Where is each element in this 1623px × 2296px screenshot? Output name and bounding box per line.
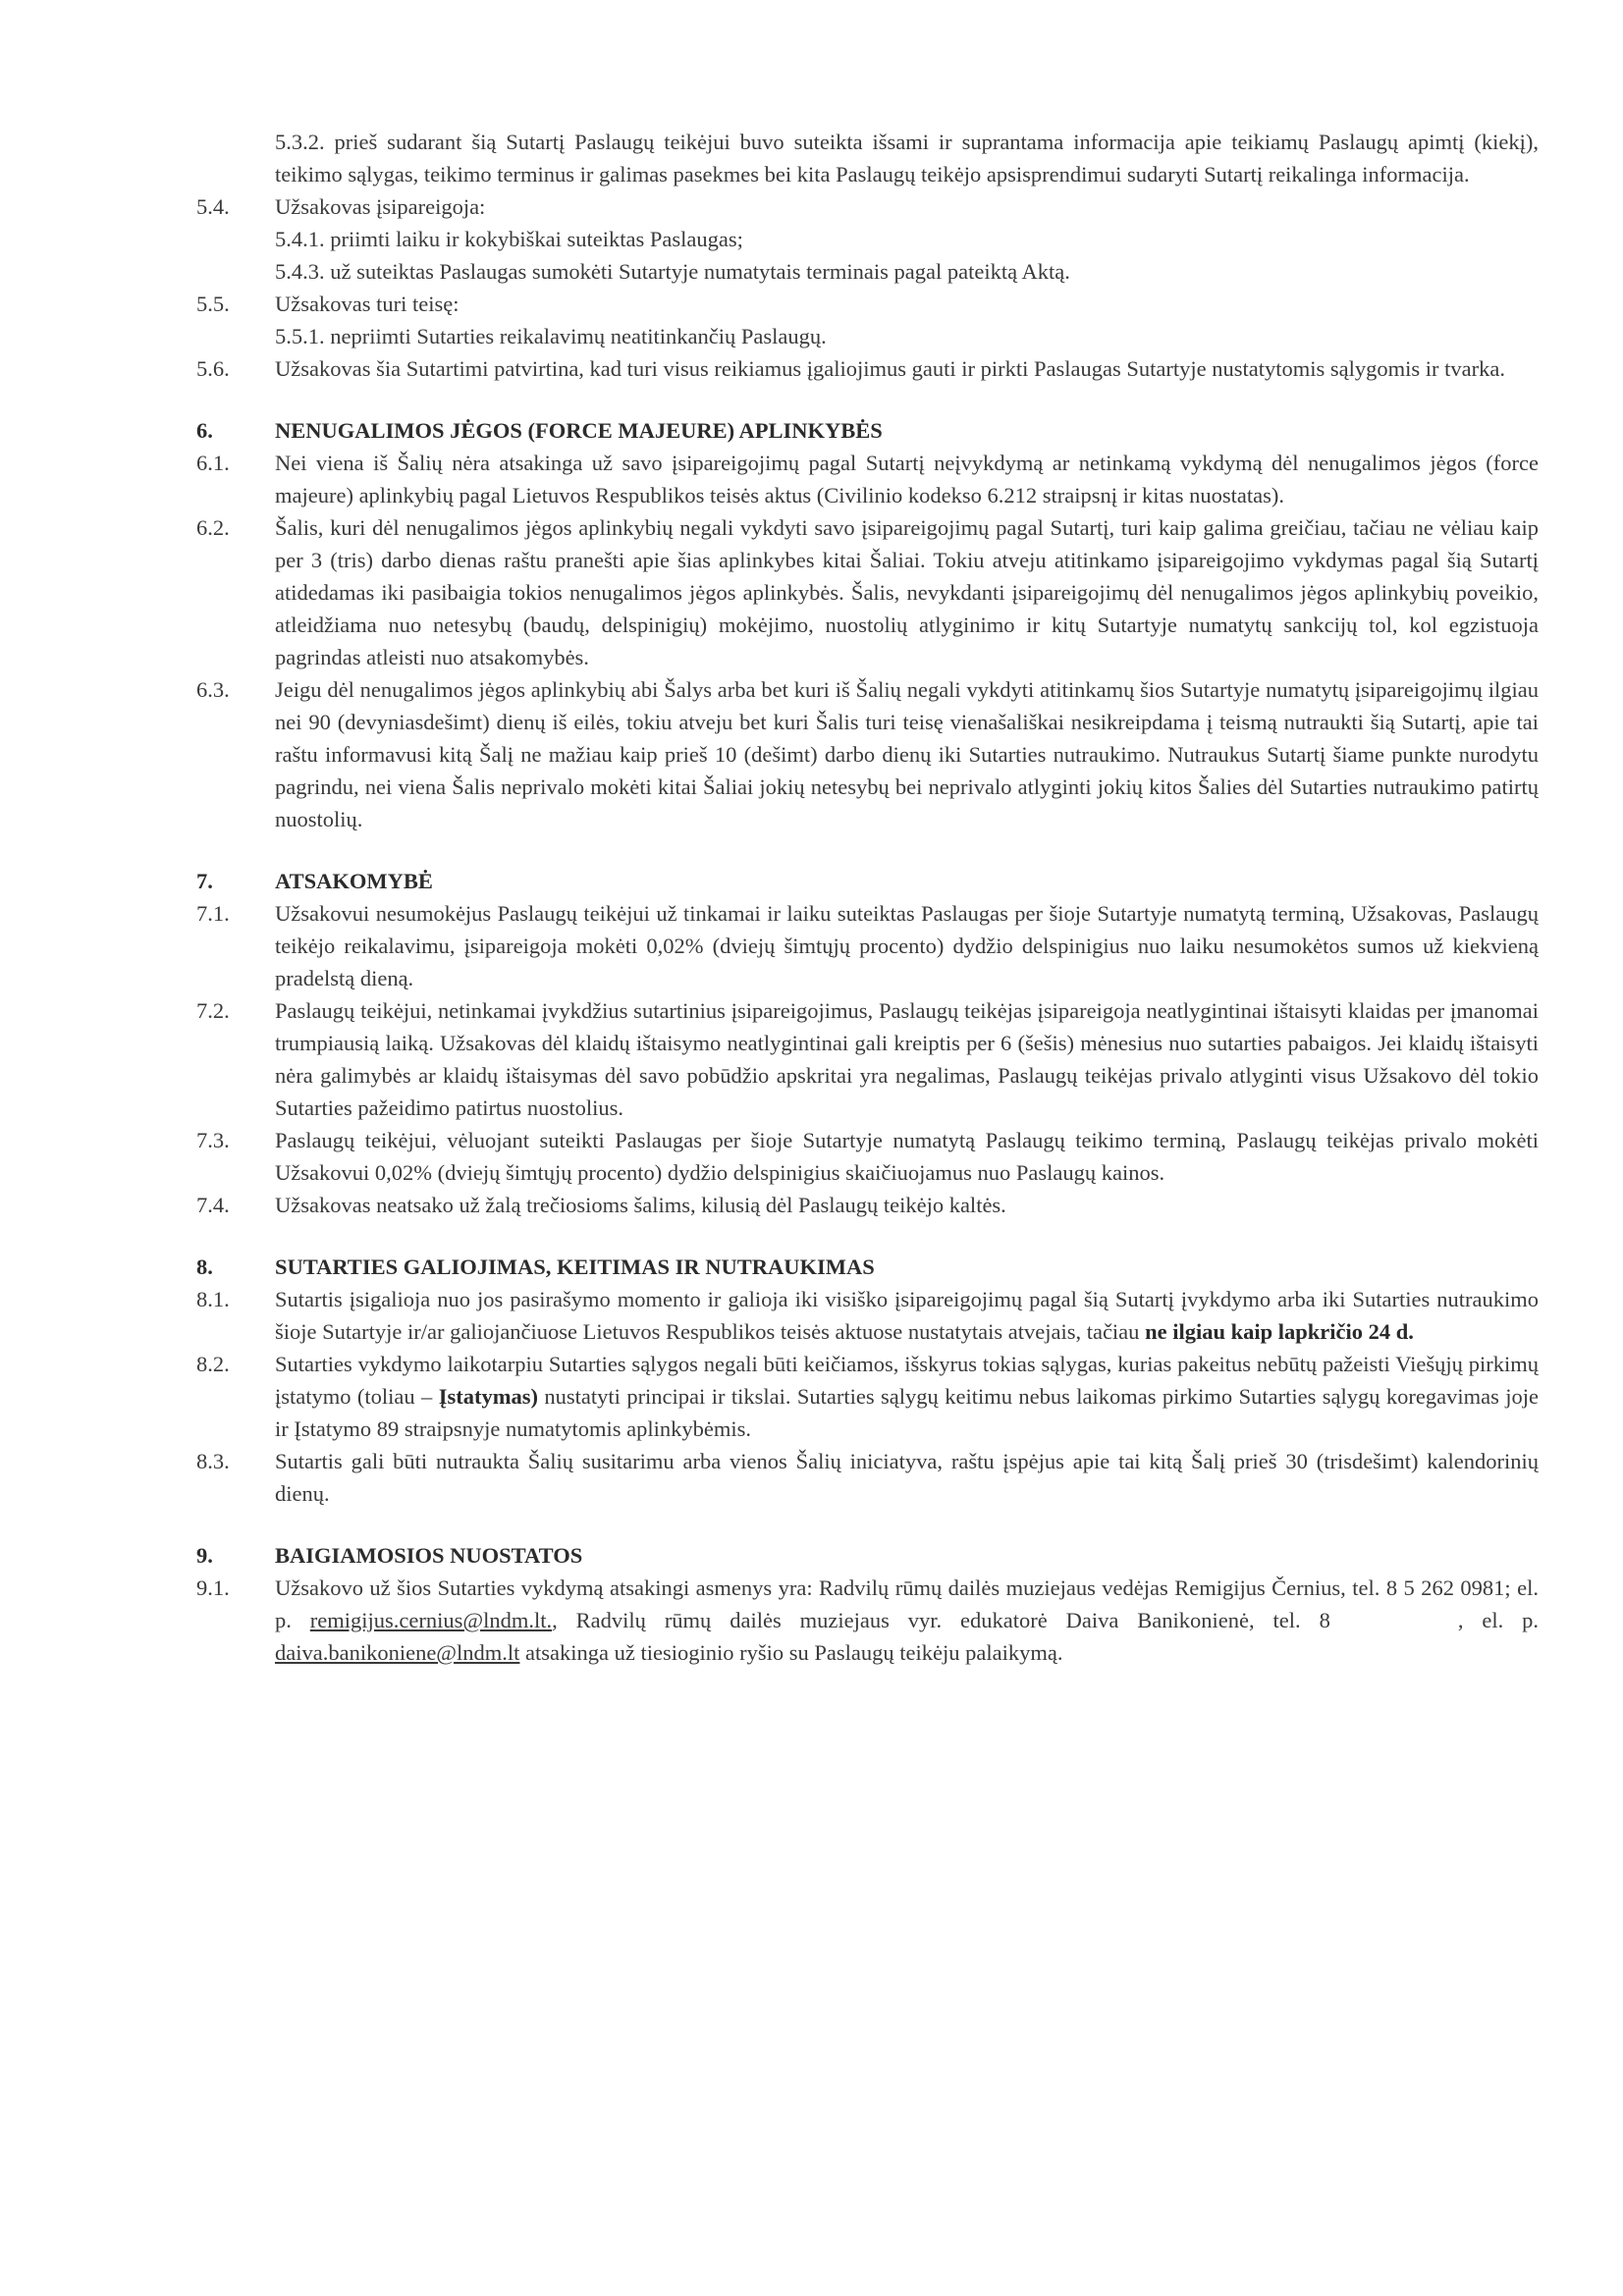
clause-7-1 <box>196 897 1539 994</box>
clause-6-2 <box>196 511 1539 673</box>
contract-end-date: ne ilgiau kaip lapkričio 24 d. <box>1145 1319 1414 1344</box>
clause-number: 8.1. <box>196 1287 230 1311</box>
clause-text: Paslaugų teikėjui, netinkamai įvykdžius sutartinius įsipareigojimus, Paslaugų teikėjas įsipareigoja neatlygintinai ištaisyti klaidas per įmanomai trumpiausią laiką. Užsakovas dėl klaidų ištaisymo neatlygintinai gali kreiptis per 6 (šešis) mėnesius nuo sutarties pabaigos. Jei klaidų ištaisyti nėra galimybės ar klaidų ištaisymas dėl savo pobūdžio apskritai yra negalimas, Paslaugų teikėjas privalo atlyginti visus Užsakovo dėl tokio Sutarties pažeidimo patirtus nuostolius. <box>275 998 1539 1120</box>
clause-number: 8.3. <box>196 1449 230 1473</box>
clause-6-1 <box>196 447 1539 511</box>
section-number: 8. <box>196 1255 213 1279</box>
clause-text <box>275 1572 1539 1669</box>
clause-text-part: Užsakovo už šios Sutarties vykdymą atsakingi asmenys yra: Radvilų rūmų dailės muziejaus vedėjas Remigijus Černius, tel. 8 5 262 0981; el. p. <box>275 1575 1539 1632</box>
clause-text: Užsakovas įsipareigoja: <box>275 194 486 219</box>
section-heading-9 <box>196 1539 1539 1572</box>
clause-text-part: Sutarties vykdymo laikotarpiu Sutarties sąlygos negali būti keičiamos, išskyrus tokias sąlygas, kurias pakeitus nebūtų pažeisti Viešųjų pirkimų įstatymo (toliau – <box>275 1352 1539 1409</box>
clause-text-part: nustatyti principai ir tikslai. Sutarties sąlygų keitimu nebus laikomas pirkimo Sutarties sąlygų koregavimas joje ir Įstatymo 89 straipsnyje numatytomis aplinkybėmis. <box>275 1384 1540 1441</box>
clause-text: Šalis, kuri dėl nenugalimos jėgos aplinkybių negali vykdyti savo įsipareigojimų pagal Sutartį, turi kaip galima greičiau, tačiau ne vėliau kaip per 3 (tris) darbo dienas raštu pranešti apie šias aplinkybes kitai Šaliai. Tokiu atveju atitinkamo įsipareigojimo vykdymas pagal šią Sutartį atidedamas iki pasibaigia tokios nenugalimos jėgos aplinkybės. Šalis, nevykdanti įsipareigojimų dėl nenugalimos jėgos aplinkybių poveikio, atleidžiama nuo netesybų (baudų, delspinigių) mokėjimo, nuostolių atlyginimo ir kitų Sutartyje numatytų sankcijų tol, kol egzistuoja pagrindas atleisti nuo atsakomybės. <box>275 515 1539 669</box>
clause-number: 9.1. <box>196 1575 230 1600</box>
clause-text-part: , Radvilų rūmų dailės muziejaus vyr. edukatorė Daiva Banikonienė, tel. 8 <box>552 1608 1330 1632</box>
clause-5-5-1: 5.5.1. nepriimti Sutarties reikalavimų neatitinkančių Paslaugų. <box>275 324 827 348</box>
clause-number: 6.2. <box>196 515 230 540</box>
clause-text <box>275 1283 1539 1348</box>
clause-8-2 <box>196 1348 1539 1445</box>
section-heading-8 <box>196 1251 1539 1283</box>
clause-text: Jeigu dėl nenugalimos jėgos aplinkybių abi Šalys arba bet kuri iš Šalių negali vykdyti atitinkamų šios Sutartyje numatytų įsipareigojimų ilgiau nei 90 (devyniasdešimt) dienų iš eilės, tokiu atveju bet kuri Šalis turi teisę vienašališkai nesikreipdama į teismą nutraukti šią Sutartį, apie tai raštu informavusi kitą Šalį ne mažiau kaip prieš 10 (dešimt) darbo dienų iki Sutarties nutraukimo. Nutraukus Sutartį šiame punkte nurodytu pagrindu, nei viena Šalis neprivalo mokėti kitai Šaliai jokių netesybų bei neprivalo atlyginti jokių kitos Šalies dėl Sutarties nutraukimo patirtų nuostolių. <box>275 677 1539 831</box>
clause-8-1 <box>196 1283 1539 1348</box>
clause-number: 7.3. <box>196 1128 230 1152</box>
clause-number: 6.3. <box>196 677 230 702</box>
section-number: 9. <box>196 1543 213 1568</box>
clause-text <box>275 1348 1539 1445</box>
clause-number: 5.4. <box>196 194 230 219</box>
clause-number: 5.6. <box>196 356 230 381</box>
section-title: SUTARTIES GALIOJIMAS, KEITIMAS IR NUTRAUKIMAS <box>275 1255 875 1279</box>
clause-number: 7.1. <box>196 901 230 926</box>
section-title: NENUGALIMOS JĖGOS (FORCE MAJEURE) APLINKYBĖS <box>275 418 883 443</box>
clause-5-3-2: 5.3.2. prieš sudarant šią Sutartį Paslaugų teikėjui buvo suteikta išsami ir suprantama informacija apie teikiamų Paslaugų apimtį (kiekį), teikimo sąlygas, teikimo terminus ir galimas pasekmes bei kita Paslaugų teikėjo apsisprendimui sudaryti Sutartį reikalinga informacija. <box>275 130 1539 187</box>
clause-text: Užsakovas šia Sutartimi patvirtina, kad turi visus reikiamus įgaliojimus gauti ir pirkti Paslaugas Sutartyje nustatytomis sąlygomis ir tvarka. <box>275 356 1505 381</box>
clause-number: 6.1. <box>196 451 230 475</box>
clause-7-2 <box>196 994 1539 1124</box>
clause-text: Sutartis gali būti nutraukta Šalių susitarimu arba vienos Šalių iniciatyva, raštu įspėjus apie tai kitą Šalį prieš 30 (trisdešimt) kalendorinių dienų. <box>275 1449 1539 1506</box>
clause-5-4-1: 5.4.1. priimti laiku ir kokybiškai suteiktas Paslaugas; <box>275 227 743 251</box>
clause-8-3 <box>196 1445 1539 1510</box>
section-heading-7 <box>196 865 1539 897</box>
section-title: ATSAKOMYBĖ <box>275 869 433 893</box>
section-number: 6. <box>196 418 213 443</box>
section-title: BAIGIAMOSIOS NUOSTATOS <box>275 1543 583 1568</box>
clause-5-6 <box>196 352 1539 385</box>
email-link-remigijus[interactable]: remigijus.cernius@lndm.lt. <box>309 1608 553 1632</box>
clause-number: 7.2. <box>196 998 230 1023</box>
section-heading-6 <box>196 414 1539 447</box>
clause-text: Paslaugų teikėjui, vėluojant suteikti Paslaugas per šioje Sutartyje numatytą Paslaugų teikimo terminą, Paslaugų teikėjas privalo mokėti Užsakovui 0,02% (dviejų šimtųjų procento) dydžio delspinigius skaičiuojamus nuo Paslaugų kainos. <box>275 1128 1539 1185</box>
clause-text-part: Sutartis įsigalioja nuo jos pasirašymo momento ir galioja iki visiško įsipareigojimų pagal šią Sutartį įvykdymo arba iki Sutarties nutraukimo šioje Sutartyje ir/ar galiojančiuose Lietuvos Respublikos teisės aktuose nustatytais atvejais, tačiau <box>275 1287 1539 1344</box>
clause-6-3 <box>196 673 1539 835</box>
clause-text: Nei viena iš Šalių nėra atsakinga už savo įsipareigojimų pagal Sutartį neįvykdymą ar netinkamą vykdymą dėl nenugalimos jėgos (force majeure) aplinkybių pagal Lietuvos Respublikos teisės aktus (Civilinio kodekso 6.212 straipsnį ir kitas nuostatas). <box>275 451 1539 507</box>
section-number: 7. <box>196 869 213 893</box>
defined-term: Įstatymas) <box>438 1384 538 1409</box>
clause-number: 7.4. <box>196 1193 230 1217</box>
clause-5-4-3: 5.4.3. už suteiktas Paslaugas sumokėti Sutartyje numatytais terminais pagal pateiktą Aktą. <box>275 259 1070 284</box>
clause-9-1 <box>196 1572 1539 1669</box>
clause-text: Užsakovas turi teisę: <box>275 292 460 316</box>
clause-text: Užsakovui nesumokėjus Paslaugų teikėjui už tinkamai ir laiku suteiktas Paslaugas per šioje Sutartyje numatytą terminą, Užsakovas, Paslaugų teikėjo reikalavimu, įsipareigoja mokėti 0,02% (dviejų šimtųjų procento) dydžio delspinigius nuo laiku nesumokėtos sumos už kiekvieną pradelstą dieną. <box>275 901 1539 990</box>
clause-text-part: atsakinga už tiesioginio ryšio su Paslaugų teikėju palaikymą. <box>525 1640 1063 1665</box>
clause-number: 8.2. <box>196 1352 230 1376</box>
clause-5-5 <box>196 288 1539 320</box>
clause-5-4 <box>196 190 1539 223</box>
clause-7-4 <box>196 1189 1539 1221</box>
clause-number: 5.5. <box>196 292 230 316</box>
clause-7-3 <box>196 1124 1539 1189</box>
clause-text-part: , el. p. <box>1457 1608 1540 1632</box>
clause-text: Užsakovas neatsako už žalą trečiosioms šalims, kilusią dėl Paslaugų teikėjo kaltės. <box>275 1193 1006 1217</box>
email-link-daiva[interactable]: daiva.banikoniene@lndm.lt <box>275 1640 520 1665</box>
